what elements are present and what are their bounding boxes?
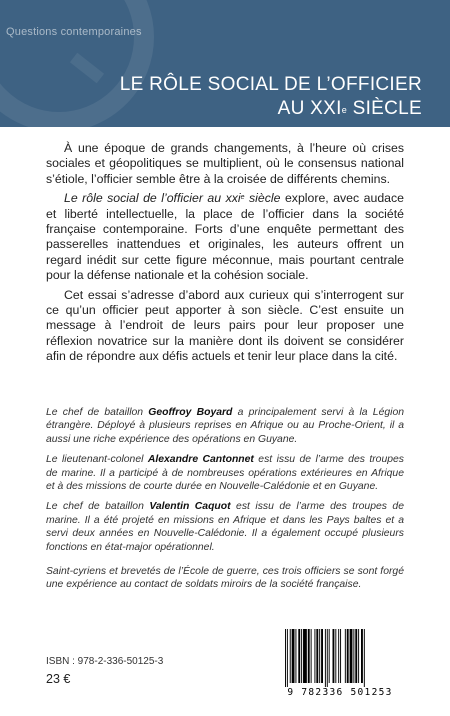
barcode-bar <box>319 629 320 683</box>
author-bio-text: a principalement servi à la Légion étrangère. Déployé à plusieurs reprises en Afrique ou au Proche-Orient, il a aussi une riche expérience des opérations en Guyane. <box>46 407 404 445</box>
barcode-bar <box>355 629 357 683</box>
barcode-bar <box>301 629 302 683</box>
barcode-bar <box>303 629 307 683</box>
barcode-bar <box>345 629 346 683</box>
author-bio-boyard <box>46 406 404 446</box>
barcode-bar <box>325 629 326 687</box>
barcode-bar <box>338 629 339 683</box>
author-bio-text: est issu de l’arme des troupes de marine. Il a participé à de nombreuses opérations extérieures en Afrique et à des missions de courte durée en Nouvelle-Calédonie et en Guyane. <box>46 454 404 493</box>
barcode-bar <box>287 629 288 687</box>
synopsis-book-title <box>64 191 280 205</box>
barcode-bar <box>298 629 300 683</box>
barcode-bar <box>361 629 363 683</box>
barcode-bars <box>277 627 403 687</box>
author-name: Valentin Caquot <box>149 501 231 513</box>
barcode-bar <box>316 629 318 683</box>
synopsis-paragraph-3: Cet essai s’adresse d’abord aux curieux qui s’interrogent sur ce qu’un officier peut apporter à son siècle. C’est ensuite un message à l’endroit de leurs pairs pour leur proposer une réflexion novatrice sur la manière dont ils doivent se considérer afin de répondre aux défis actuels et tenir leur place dans la cité. <box>46 287 404 364</box>
isbn: ISBN : 978-2-336-50125-3 <box>46 656 164 667</box>
author-bio-cantonnet <box>46 453 404 493</box>
synopsis-title-pre: Le rôle social de l’officier au xxi <box>64 191 241 206</box>
title-line-2 <box>120 97 422 121</box>
author-name: Geoffroy Boyard <box>148 407 233 418</box>
barcode-bar <box>321 629 323 683</box>
author-bio-text: est issu de l’arme des troupes de marine. Il a été projeté en missions en Afrique et dans les Pays baltes et a servi deux années en Nouvelle-Calédonie. Il a également occupé plusieurs fonctions en état-major opérationnel. <box>46 501 404 553</box>
barcode-bar <box>333 629 335 683</box>
barcode-bar <box>340 629 341 683</box>
synopsis <box>46 141 404 369</box>
title-line-2-post: SIÈCLE <box>347 97 422 119</box>
barcode-bar <box>292 629 295 683</box>
barcode-bar <box>329 629 330 683</box>
synopsis-paragraph-1: À une époque de grands changements, à l’heure où crises sociales et géopolitiques se multiplient, où le consensus national s’étiole, l’officier semble être à la croisée de différents chemins. <box>46 141 404 186</box>
barcode-bar <box>314 629 315 683</box>
barcode <box>277 627 403 703</box>
price: 23 € <box>46 672 71 686</box>
barcode-digits: 9 782336 501253 <box>287 687 393 698</box>
author-bio-prefix: Le lieutenant-colonel <box>46 454 148 466</box>
barcode-bar <box>327 629 328 687</box>
barcode-bar <box>347 629 349 683</box>
title-line-2-pre: AU XXI <box>277 97 342 119</box>
header-band <box>0 0 450 127</box>
synopsis-title-sup: e <box>240 194 245 202</box>
book-title <box>120 73 422 121</box>
synopsis-paragraph-2-text: explore, avec audace et liberté intellectuelle, la place de l’officier dans la société française contemporaine. Forts d’une enquête permettant des passerelles inattendues et originales, les auteurs offrent un regard inédit sur cette figure méconnue, mais pourtant centrale pour la défense nationale et la cohésion sociale. <box>46 191 404 283</box>
author-name: Alexandre Cantonnet <box>147 454 254 466</box>
title-line-1: LE RÔLE SOCIAL DE L’OFFICIER <box>119 73 422 95</box>
series-name: Questions contemporaines <box>6 26 142 38</box>
synopsis-title-post: siècle <box>244 191 281 206</box>
synopsis-paragraph-2 <box>46 191 404 283</box>
barcode-bar <box>358 629 359 683</box>
barcode-bar <box>290 629 291 683</box>
author-bio-prefix: Le chef de bataillon <box>46 407 149 418</box>
author-bio-caquot <box>46 500 404 554</box>
title-line-2-sup: e <box>341 104 348 115</box>
barcode-bar <box>364 629 365 687</box>
author-bio-prefix: Le chef de bataillon <box>46 501 150 513</box>
barcode-bar <box>311 629 312 683</box>
barcode-bar <box>353 629 354 683</box>
authors-closing-note: Saint-cyriens et brevetés de l’École de guerre, ces trois officiers se sont forgé une expérience au contact de soldats miroirs de la société française. <box>46 566 404 591</box>
barcode-bar <box>308 629 310 683</box>
barcode-bar <box>350 629 353 683</box>
barcode-bar <box>335 629 336 683</box>
barcode-bar <box>295 629 296 683</box>
author-bios <box>46 406 404 599</box>
barcode-bar <box>285 629 286 687</box>
